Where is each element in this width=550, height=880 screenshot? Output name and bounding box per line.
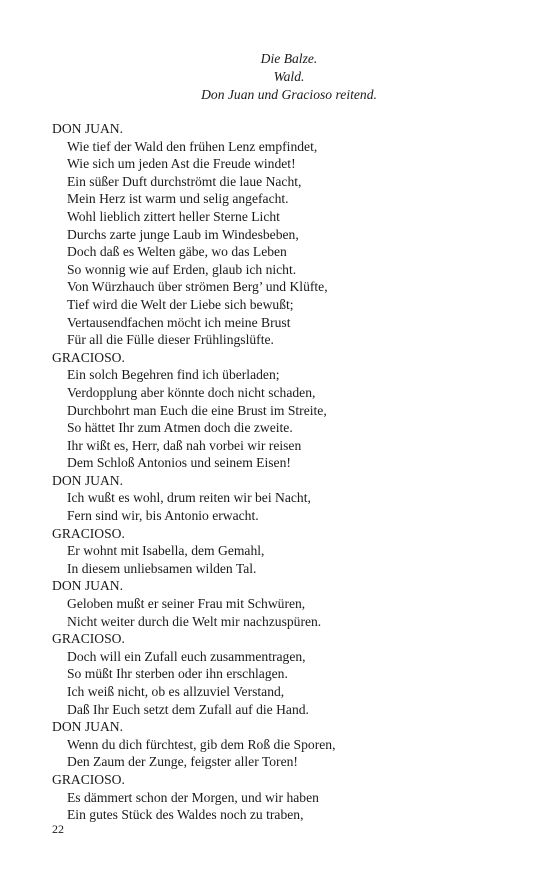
verse-line: Er wohnt mit Isabella, dem Gemahl,	[67, 543, 265, 559]
page-number: 22	[52, 822, 64, 836]
speaker-name: GRACIOSO.	[52, 631, 125, 647]
stage-direction: Don Juan und Gracioso reitend.	[201, 87, 377, 102]
verse-line: Nicht weiter durch die Welt mir nachzuspüren.	[67, 613, 322, 629]
speaker-name: GRACIOSO.	[52, 525, 125, 541]
verse-line: Doch will ein Zufall euch zusammentragen,	[67, 648, 306, 664]
verse-line: Verdopplung aber könnte doch nicht schaden,	[67, 384, 316, 400]
verse-line: Wie tief der Wald den frühen Lenz empfindet,	[67, 138, 318, 154]
verse-line: Ein süßer Duft durchströmt die laue Nacht,	[67, 173, 302, 189]
speaker-name: DON JUAN.	[52, 719, 123, 735]
verse-line: Fern sind wir, bis Antonio erwacht.	[67, 508, 259, 524]
verse-line: Von Würzhauch über strömen Berg’ und Klüfte,	[67, 279, 328, 295]
verse-line: Doch daß es Welten gäbe, wo das Leben	[67, 244, 287, 260]
verse-line: Tief wird die Welt der Liebe sich bewußt;	[67, 296, 294, 312]
verse-line: So hättet Ihr zum Atmen doch die zweite.	[67, 420, 293, 436]
verse-line: Es dämmert schon der Morgen, und wir haben	[67, 789, 319, 805]
scene-location: Die Balze.	[260, 51, 318, 66]
speaker-name: DON JUAN.	[52, 578, 123, 594]
verse-line: So müßt Ihr sterben oder ihn erschlagen.	[67, 666, 288, 682]
verse-line: Wohl lieblich zittert heller Sterne Licht	[67, 208, 280, 224]
verse-line: Vertausendfachen möcht ich meine Brust	[67, 314, 291, 330]
speaker-name: GRACIOSO.	[52, 349, 125, 365]
verse-line: Ich weiß nicht, ob es allzuviel Verstand,	[67, 684, 285, 699]
speaker-name: DON JUAN.	[52, 121, 123, 136]
verse-line: Durchs zarte junge Laub im Windesbeben,	[67, 226, 299, 242]
verse-line: Ein solch Begehren find ich überladen;	[67, 367, 280, 383]
verse-line: Ein gutes Stück des Waldes noch zu traben,	[67, 807, 304, 823]
scene-heading	[0, 50, 550, 104]
scene-setting: Wald.	[273, 69, 305, 84]
verse-line: Daß Ihr Euch setzt dem Zufall auf die Hand.	[67, 701, 309, 717]
verse-line: In diesem unliebsamen wilden Tal.	[67, 560, 257, 576]
verse-line: Durchbohrt man Euch die eine Brust im Streite,	[67, 402, 327, 418]
verse-line: Den Zaum der Zunge, feigster aller Toren!	[67, 754, 298, 770]
verse-line: Ich wußt es wohl, drum reiten wir bei Nacht,	[67, 490, 311, 506]
verse-line: Wenn du dich fürchtest, gib dem Roß die Sporen,	[67, 736, 336, 752]
verse-line: Mein Herz ist warm und selig angefacht.	[67, 191, 289, 207]
verse-line: Dem Schloß Antonios und seinem Eisen!	[67, 455, 291, 471]
verse-line: Ihr wißt es, Herr, daß nah vorbei wir reisen	[67, 437, 302, 453]
verse-line: So wonnig wie auf Erden, glaub ich nicht.	[67, 261, 297, 277]
speaker-name: DON JUAN.	[52, 472, 123, 488]
speaker-name: GRACIOSO.	[52, 771, 125, 787]
verse-line: Für all die Fülle dieser Frühlingslüfte.	[67, 332, 274, 348]
dialogue-text	[52, 120, 522, 824]
verse-line: Geloben mußt er seiner Frau mit Schwüren,	[67, 596, 306, 612]
verse-line: Wie sich um jeden Ast die Freude windet!	[67, 156, 296, 172]
